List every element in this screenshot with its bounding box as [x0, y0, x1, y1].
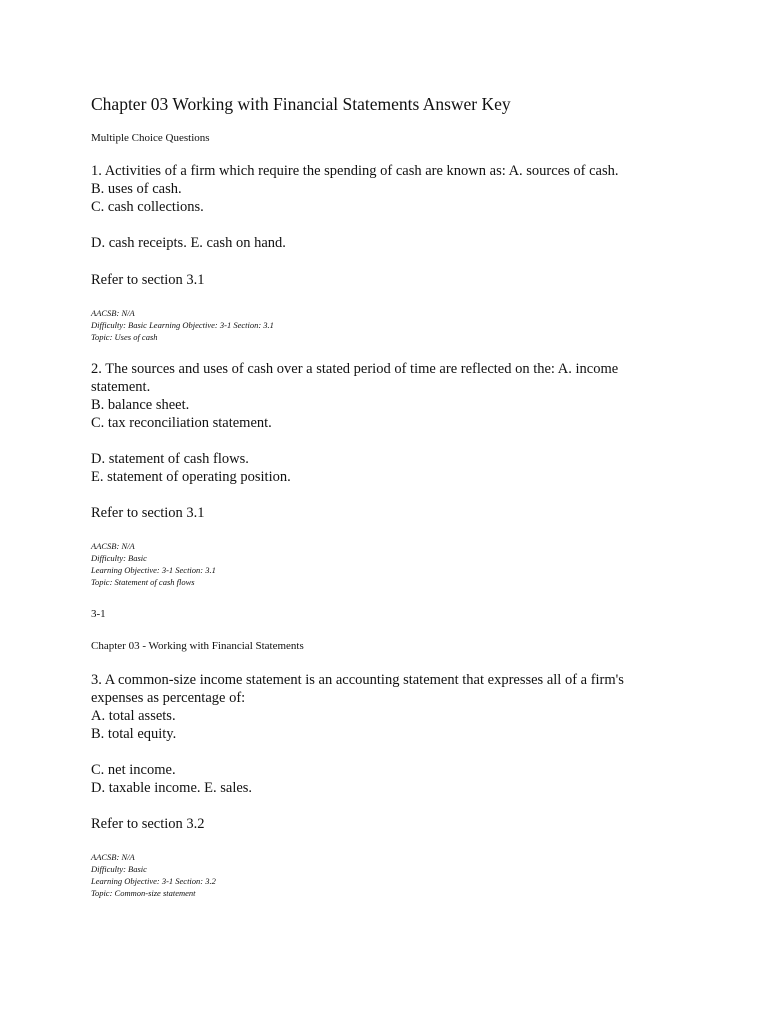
question-1-reference: Refer to section 3.1: [91, 272, 205, 288]
question-2-reference: Refer to section 3.1: [91, 505, 205, 521]
question-2-aacsb: AACSB: N/A: [91, 541, 135, 551]
section-heading: Multiple Choice Questions: [91, 132, 210, 144]
question-2-objective: Learning Objective: 3-1 Section: 3.1: [91, 565, 216, 575]
question-3: [91, 671, 651, 797]
question-1-option-c: C. cash collections.: [91, 199, 204, 215]
question-1: [91, 162, 691, 252]
question-3-aacsb: AACSB: N/A: [91, 852, 135, 862]
question-1-topic: Topic: Uses of cash: [91, 332, 158, 342]
question-3-topic: Topic: Common-size statement: [91, 888, 196, 898]
question-1-metadata: [91, 307, 274, 343]
question-3-difficulty: Difficulty: Basic: [91, 864, 147, 874]
page-number: 3-1: [91, 608, 106, 620]
question-1-difficulty: Difficulty: Basic Learning Objective: 3-1 Section: 3.1: [91, 320, 274, 330]
question-2-option-b: B. balance sheet.: [91, 397, 190, 413]
question-3-stem: 3. A common-size income statement is an accounting statement that expresses all of a firm's expenses as percentage of:: [91, 672, 624, 706]
question-2-difficulty: Difficulty: Basic: [91, 553, 147, 563]
question-3-option-d-e: D. taxable income. E. sales.: [91, 780, 253, 796]
question-3-option-c: C. net income.: [91, 762, 176, 778]
question-1-stem: 1. Activities of a firm which require the spending of cash are known as: A. sources of cash.: [91, 163, 619, 179]
question-2-stem-text: 2. The sources and uses of cash over a stated period of time are reflected on the: A. income statement.: [91, 361, 619, 395]
question-2-option-c: C. tax reconciliation statement.: [91, 415, 272, 431]
question-3-metadata: [91, 851, 216, 899]
question-2-option-e: E. statement of operating position.: [91, 469, 291, 485]
question-1-aacsb: AACSB: N/A: [91, 308, 135, 318]
question-3-reference: Refer to section 3.2: [91, 816, 205, 832]
question-3-objective: Learning Objective: 3-1 Section: 3.2: [91, 876, 216, 886]
question-1-option-d-e: D. cash receipts. E. cash on hand.: [91, 235, 286, 251]
question-2-metadata: [91, 540, 216, 588]
question-2-topic: Topic: Statement of cash flows: [91, 577, 195, 587]
question-2-option-d: D. statement of cash flows.: [91, 451, 249, 467]
document-title: Chapter 03 Working with Financial Statements Answer Key: [91, 94, 511, 114]
question-2-stem: [91, 360, 651, 486]
running-header: Chapter 03 - Working with Financial Statements: [91, 640, 304, 652]
question-3-option-a: A. total assets.: [91, 708, 176, 724]
question-3-option-b: B. total equity.: [91, 726, 177, 742]
question-1-option-b: B. uses of cash.: [91, 181, 182, 197]
